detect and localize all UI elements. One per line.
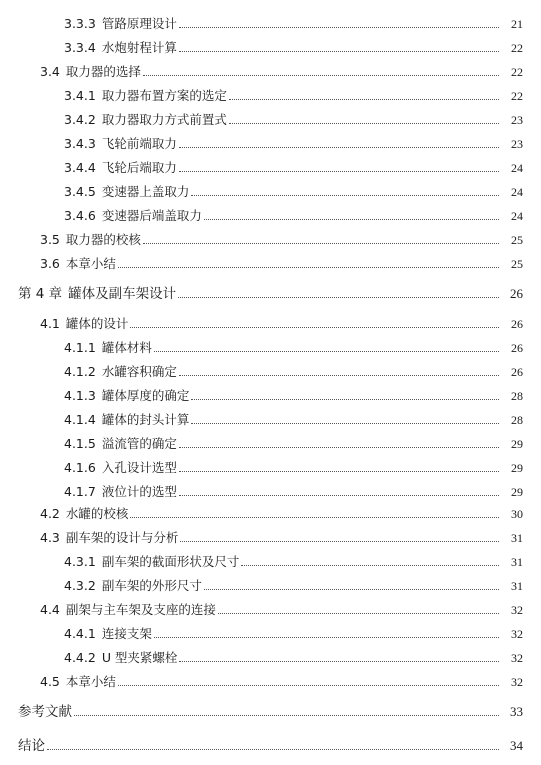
- toc-entry-label: [40, 256, 116, 272]
- dot-leader: [179, 27, 499, 28]
- toc-entry-title: 水罐容积确定: [101, 364, 177, 379]
- toc-entry-title: 罐体的设计: [65, 316, 129, 331]
- toc-entry-number: 4.4.1: [64, 626, 96, 641]
- toc-entry[interactable]: [0, 202, 541, 224]
- toc-entry-number: 3.4.2: [64, 112, 96, 127]
- toc-entry-label: [64, 160, 177, 176]
- toc-entry-number: 3.4: [40, 64, 60, 79]
- toc-entry-label: [40, 530, 178, 546]
- toc-entry-page: 21: [511, 17, 523, 31]
- toc-entry-label: [40, 506, 128, 522]
- toc-entry-title: 溢流管的确定: [101, 436, 177, 451]
- toc-entry-number: 4.3.2: [64, 578, 96, 593]
- toc-entry-title: 结论: [18, 738, 45, 754]
- dot-leader: [143, 243, 499, 244]
- dot-leader: [179, 471, 499, 472]
- toc-entry-number: 3.3.4: [64, 40, 96, 55]
- toc-entry-page: 32: [511, 651, 523, 665]
- toc-entry-label: [18, 704, 72, 720]
- toc-entry-label: [64, 136, 177, 152]
- toc-entry-page: 24: [511, 161, 523, 175]
- toc-entry-label: [64, 88, 227, 104]
- dot-leader: [74, 715, 499, 716]
- dot-leader: [179, 661, 499, 662]
- toc-entry-page: 26: [511, 365, 523, 379]
- dot-leader: [47, 749, 499, 750]
- toc-entry-page: 28: [511, 413, 523, 427]
- toc-entry-label: [64, 16, 177, 32]
- toc-entry-number: 4.1.1: [64, 340, 96, 355]
- toc-entry-title: 入孔设计选型: [101, 460, 177, 475]
- dot-leader: [229, 99, 499, 100]
- toc-entry-page: 30: [511, 507, 523, 521]
- toc-entry-page: 31: [511, 555, 523, 569]
- toc-entry-title: U 型夹紧螺栓: [101, 650, 178, 665]
- toc-entry[interactable]: [0, 178, 541, 200]
- toc-entry-page: 29: [511, 437, 523, 451]
- toc-entry-page: 31: [511, 579, 523, 593]
- toc-entry-number: 4.4.2: [64, 650, 96, 665]
- dot-leader: [143, 75, 499, 76]
- toc-entry-number: 4.1.3: [64, 388, 96, 403]
- toc-entry[interactable]: [0, 280, 541, 302]
- toc-entry[interactable]: [0, 226, 541, 248]
- toc-entry-label: [64, 626, 152, 642]
- toc-entry-title: 飞轮后端取力: [101, 160, 177, 175]
- toc-entry[interactable]: [0, 644, 541, 666]
- toc-entry-page: 24: [511, 209, 523, 223]
- dot-leader: [179, 375, 499, 376]
- toc-entry-number: 3.6: [40, 256, 60, 271]
- toc-entry-number: 4.1.2: [64, 364, 96, 379]
- toc-entry-title: 副车架的截面形状及尺寸: [101, 554, 240, 569]
- toc-entry-number: 4.1.7: [64, 484, 96, 499]
- toc-entry[interactable]: [0, 572, 541, 594]
- toc-entry-number: 第 4 章: [18, 286, 63, 302]
- toc-entry-label: [40, 232, 141, 248]
- toc-entry-label: [40, 64, 141, 80]
- toc-entry-label: [64, 554, 239, 570]
- toc-entry-number: 3.4.4: [64, 160, 96, 175]
- toc-entry[interactable]: [0, 250, 541, 272]
- dot-leader: [118, 685, 499, 686]
- toc-entry-title: 本章小结: [65, 674, 116, 689]
- toc-entry-title: 飞轮前端取力: [101, 136, 177, 151]
- toc-entry-title: 变速器后端盖取力: [101, 208, 202, 223]
- toc-entry-page: 24: [511, 185, 523, 199]
- toc-entry-number: 3.4.3: [64, 136, 96, 151]
- toc-entry-page: 22: [511, 89, 523, 103]
- toc-entry[interactable]: [0, 500, 541, 522]
- toc-entry-label: [64, 112, 227, 128]
- toc-entry-page: 32: [511, 675, 523, 689]
- toc-entry-number: 4.1.5: [64, 436, 96, 451]
- toc-entry[interactable]: [0, 382, 541, 404]
- toc-entry-label: [64, 184, 189, 200]
- toc-entry[interactable]: [0, 698, 541, 720]
- toc-entry-title: 管路原理设计: [101, 16, 177, 31]
- toc-entry-page: 22: [511, 65, 523, 79]
- toc-entry[interactable]: [0, 620, 541, 642]
- toc-entry-title: 液位计的选型: [101, 484, 177, 499]
- toc-entry-number: 3.4.1: [64, 88, 96, 103]
- toc-entry-label: [64, 578, 202, 594]
- dot-leader: [179, 171, 499, 172]
- toc-entry-page: 23: [511, 113, 523, 127]
- toc-entry-label: [64, 340, 152, 356]
- toc-entry-label: [64, 40, 177, 56]
- toc-entry-title: 副架与主车架及支座的连接: [65, 602, 216, 617]
- toc-entry-title: 连接支架: [101, 626, 152, 641]
- toc-entry-title: 变速器上盖取力: [101, 184, 190, 199]
- dot-leader: [154, 637, 499, 638]
- dot-leader: [179, 147, 499, 148]
- toc-entry[interactable]: [0, 154, 541, 176]
- dot-leader: [191, 195, 499, 196]
- toc-entry[interactable]: [0, 732, 541, 754]
- toc-entry-number: 3.3.3: [64, 16, 96, 31]
- dot-leader: [179, 447, 499, 448]
- toc-entry-title: 取力器取力方式前置式: [101, 112, 227, 127]
- toc-entry-title: 罐体厚度的确定: [101, 388, 190, 403]
- toc-entry-number: 4.4: [40, 602, 60, 617]
- toc-entry-number: 3.5: [40, 232, 60, 247]
- toc-entry-title: 副车架的外形尺寸: [101, 578, 202, 593]
- toc-entry-label: [64, 364, 177, 380]
- dot-leader: [204, 219, 499, 220]
- toc-entry-label: [64, 412, 189, 428]
- toc-entry-title: 罐体材料: [101, 340, 152, 355]
- toc-entry[interactable]: [0, 10, 541, 32]
- dot-leader: [154, 351, 499, 352]
- dot-leader: [191, 399, 499, 400]
- toc-entry-title: 水罐的校核: [65, 506, 129, 521]
- toc-entry-page: 31: [511, 531, 523, 545]
- toc-entry[interactable]: [0, 34, 541, 56]
- toc-entry-title: 取力器的选择: [65, 64, 141, 79]
- toc-entry[interactable]: [0, 406, 541, 428]
- toc-entry-page: 25: [511, 233, 523, 247]
- dot-leader: [241, 565, 499, 566]
- toc-entry-label: [18, 738, 45, 754]
- toc-entry[interactable]: [0, 524, 541, 546]
- toc-entry-label: [40, 316, 128, 332]
- toc-entry-label: [64, 388, 189, 404]
- toc-entry-page: 25: [511, 257, 523, 271]
- toc-entry-label: [18, 286, 176, 302]
- toc-entry-title: 水炮射程计算: [101, 40, 177, 55]
- toc-entry[interactable]: [0, 130, 541, 152]
- toc-entry-number: 4.5: [40, 674, 60, 689]
- toc-entry[interactable]: [0, 430, 541, 452]
- dot-leader: [180, 541, 499, 542]
- toc-entry-number: 4.3.1: [64, 554, 96, 569]
- dot-leader: [178, 297, 499, 298]
- toc-entry-page: 26: [511, 341, 523, 355]
- toc-entry[interactable]: [0, 106, 541, 128]
- dot-leader: [118, 267, 499, 268]
- toc-entry-title: 取力器布置方案的选定: [101, 88, 227, 103]
- toc-entry-title: 罐体及副车架设计: [68, 286, 177, 302]
- toc-entry-number: 4.1: [40, 316, 60, 331]
- toc-entry-page: 34: [510, 738, 523, 753]
- toc-entry-page: 28: [511, 389, 523, 403]
- toc-entry-label: [40, 674, 116, 690]
- toc-entry-page: 26: [510, 286, 523, 301]
- toc-entry[interactable]: [0, 82, 541, 104]
- toc-entry-number: 4.1.4: [64, 412, 96, 427]
- toc-entry[interactable]: [0, 478, 541, 500]
- toc-entry-page: 29: [511, 485, 523, 499]
- toc-entry-number: 3.4.6: [64, 208, 96, 223]
- toc-entry-page: 22: [511, 41, 523, 55]
- toc-entry[interactable]: [0, 358, 541, 380]
- toc-entry-label: [40, 602, 216, 618]
- toc-entry-title: 参考文献: [18, 704, 72, 720]
- toc-entry-number: 4.2: [40, 506, 60, 521]
- toc-entry-page: 29: [511, 461, 523, 475]
- toc-entry-label: [64, 650, 177, 666]
- toc-entry-page: 32: [511, 603, 523, 617]
- dot-leader: [218, 613, 499, 614]
- toc-entry[interactable]: [0, 310, 541, 332]
- dot-leader: [179, 51, 499, 52]
- toc-entry-number: 4.1.6: [64, 460, 96, 475]
- dot-leader: [179, 495, 499, 496]
- dot-leader: [204, 589, 499, 590]
- toc-entry-title: 罐体的封头计算: [101, 412, 190, 427]
- toc-entry-label: [64, 460, 177, 476]
- toc-entry-page: 23: [511, 137, 523, 151]
- toc-entry-title: 副车架的设计与分析: [65, 530, 179, 545]
- toc-entry-title: 取力器的校核: [65, 232, 141, 247]
- toc-entry-page: 26: [511, 317, 523, 331]
- toc-entry[interactable]: [0, 454, 541, 476]
- toc-entry-title: 本章小结: [65, 256, 116, 271]
- toc-entry-page: 33: [510, 704, 523, 719]
- dot-leader: [191, 423, 499, 424]
- toc-entry-label: [64, 484, 177, 500]
- dot-leader: [229, 123, 499, 124]
- toc-entry-number: 3.4.5: [64, 184, 96, 199]
- dot-leader: [130, 327, 499, 328]
- toc-entry-label: [64, 208, 202, 224]
- toc-entry-page: 32: [511, 627, 523, 641]
- toc-entry[interactable]: [0, 596, 541, 618]
- toc-entry[interactable]: [0, 334, 541, 356]
- toc-entry-label: [64, 436, 177, 452]
- toc-entry-number: 4.3: [40, 530, 60, 545]
- toc-entry[interactable]: [0, 58, 541, 80]
- toc-entry[interactable]: [0, 548, 541, 570]
- toc-entry[interactable]: [0, 668, 541, 690]
- dot-leader: [130, 517, 499, 518]
